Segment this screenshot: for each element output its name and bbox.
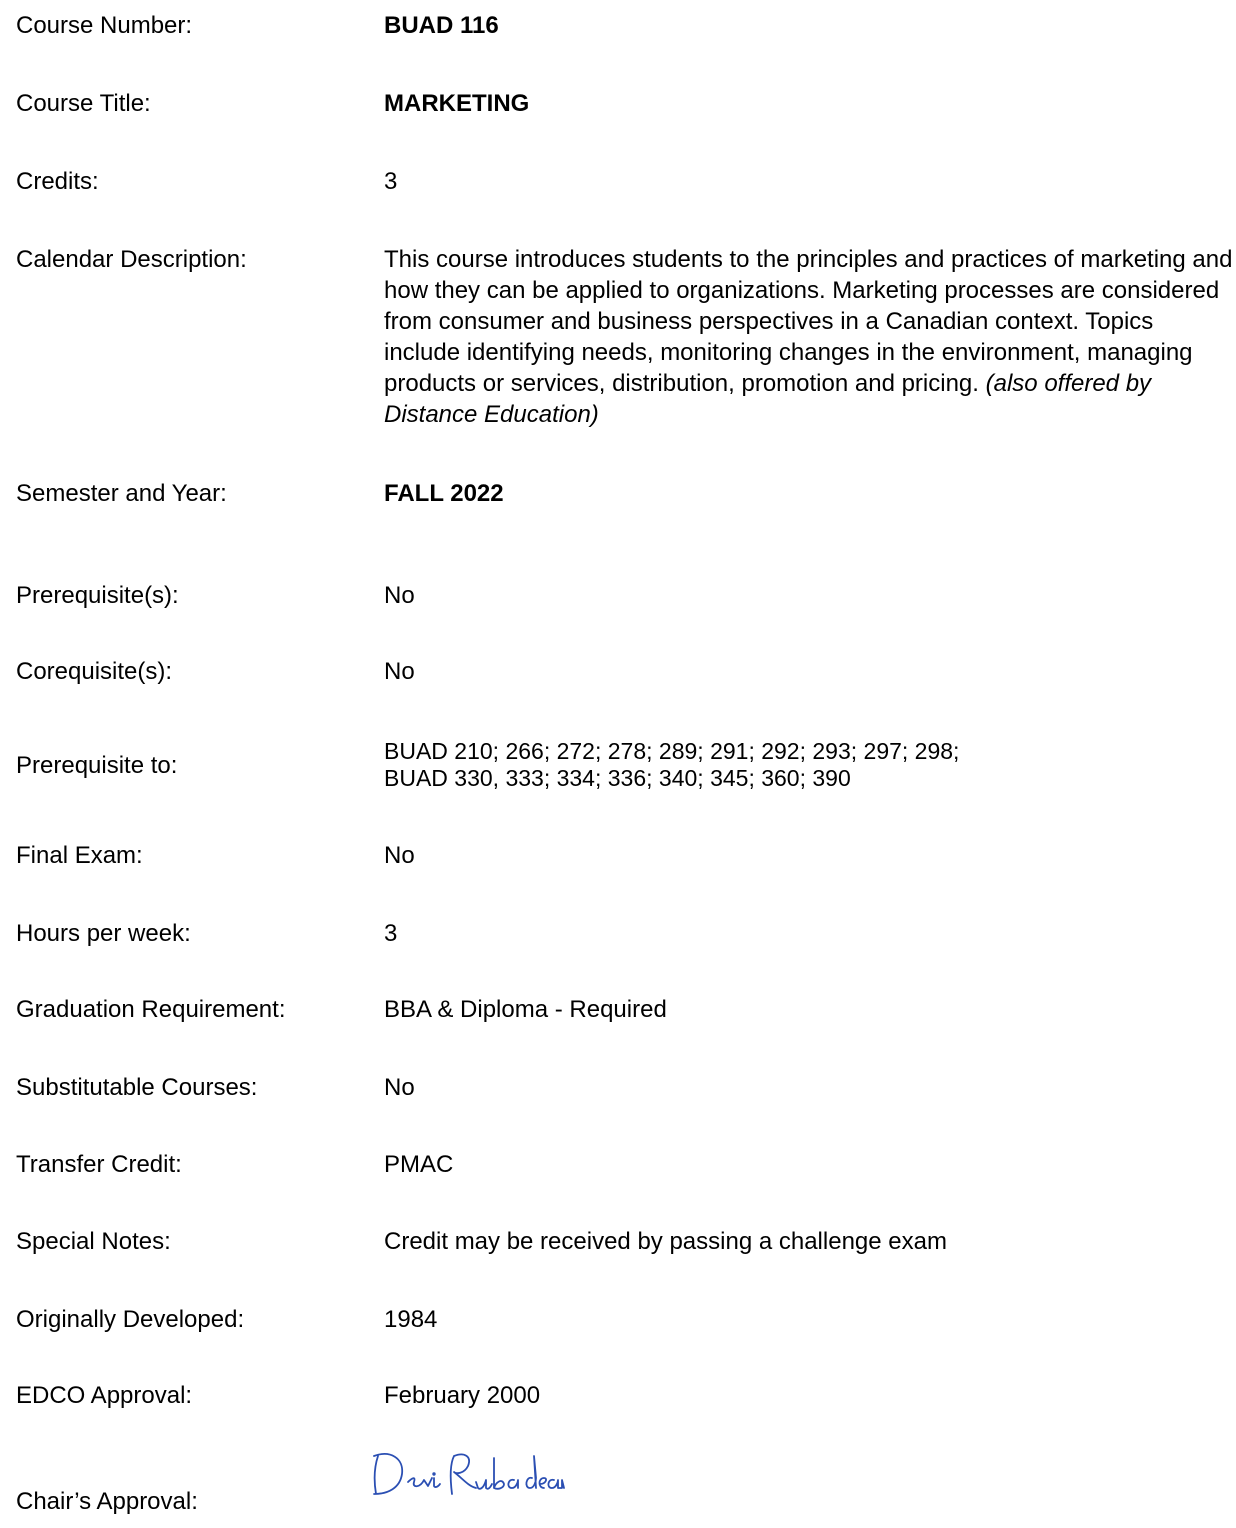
field-value: MARKETING — [384, 90, 530, 117]
field-value: No — [384, 658, 415, 685]
field-label: Credits: — [16, 168, 99, 195]
field-label: Hours per week: — [16, 920, 191, 947]
field-value: No — [384, 1074, 415, 1101]
field-value: 3 — [384, 168, 398, 195]
field-label: Originally Developed: — [16, 1306, 245, 1333]
field-label: Semester and Year: — [16, 480, 227, 507]
field-value-line: BUAD 210; 266; 272; 278; 289; 291; 292; 293; 297; 298; — [384, 738, 960, 764]
field-label: Course Title: — [16, 90, 151, 117]
field-value: BUAD 116 — [384, 12, 499, 39]
field-label: Prerequisite(s): — [16, 582, 179, 609]
field-label: Graduation Requirement: — [16, 996, 286, 1023]
field-value: No — [384, 582, 415, 609]
field-value: February 2000 — [384, 1382, 541, 1409]
field-value-italic: (also offered by Distance Education) — [384, 370, 1152, 428]
field-value: 1984 — [384, 1306, 438, 1333]
field-label: EDCO Approval: — [16, 1382, 193, 1409]
field-label: Course Number: — [16, 12, 193, 39]
field-value: BBA & Diploma - Required — [384, 996, 667, 1023]
field-label: Chair’s Approval: — [16, 1488, 198, 1515]
field-value: This course introduces students to the principles and practices of marketing and how they can be applied to organizations. Marketing processes are considered from consumer and business perspectives in a Canadian context. Topics include identifying needs, monitoring changes in the environment, managing products or services, distribution, promotion and pricing. — [384, 246, 1233, 397]
prerequisite-to-list — [384, 738, 1234, 792]
field-label: Corequisite(s): — [16, 658, 173, 685]
field-label: Transfer Credit: — [16, 1151, 182, 1178]
field-label: Final Exam: — [16, 842, 143, 869]
field-value: 3 — [384, 920, 398, 947]
field-value-line: BUAD 330, 333; 334; 336; 340; 345; 360; 390 — [384, 765, 851, 791]
signature-icon — [368, 1448, 568, 1513]
calendar-description-text — [384, 244, 1234, 430]
field-value: FALL 2022 — [384, 480, 504, 507]
field-value: No — [384, 842, 415, 869]
field-value: PMAC — [384, 1151, 454, 1178]
field-label: Calendar Description: — [16, 246, 247, 273]
field-value: Credit may be received by passing a challenge exam — [384, 1228, 947, 1255]
field-label: Substitutable Courses: — [16, 1074, 258, 1101]
field-label: Prerequisite to: — [16, 752, 178, 779]
field-label: Special Notes: — [16, 1228, 171, 1255]
